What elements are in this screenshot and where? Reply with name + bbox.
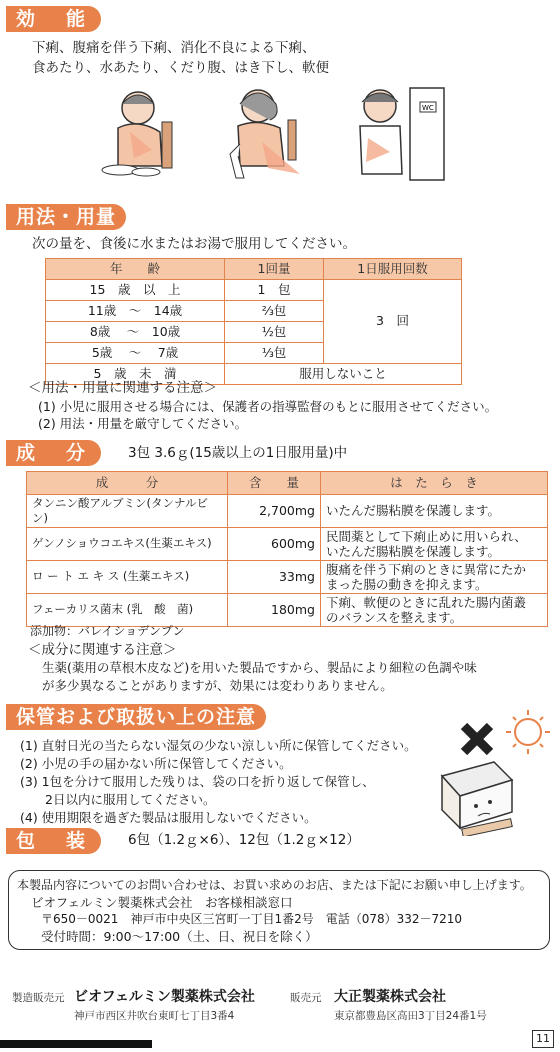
person-wc-illustration <box>360 88 444 180</box>
effect-header: は た ら き <box>321 472 548 495</box>
ingredient-amount: 33mg <box>228 560 321 593</box>
medicine-box-icon <box>442 762 512 836</box>
storage-item-2: (2) 小児の手の届かない所に保管してください。 <box>20 756 292 771</box>
ingredient-effect: 下痢、軟便のときに乱れた腸内菌叢 のバランスを整えます。 <box>321 593 548 626</box>
efficacy-line-2: 食あたり、水あたり、くだり腹、はき下し、軟便 <box>32 60 329 76</box>
storage-illustration <box>430 706 556 836</box>
age-header: 年 齢 <box>46 259 225 280</box>
storage-heading: 保管および取扱い上の注意 <box>6 704 266 730</box>
maker-label: 製造販売元 <box>12 992 65 1004</box>
ingredient-effect: 腹痛を伴う下痢のときに異常にたか まった腸の動きを抑えます。 <box>321 560 548 593</box>
dosage-table <box>45 258 462 385</box>
sun-icon <box>506 710 550 754</box>
additive-text: 添加物：バレイショデンプン <box>30 624 185 638</box>
maker-name: ビオフェルミン製薬株式会社 <box>74 989 255 1005</box>
ingredient-amount: 180mg <box>228 593 321 626</box>
amount-header: 含 量 <box>228 472 321 495</box>
efficacy-heading: 効 能 <box>6 6 101 32</box>
ingredient-header: 成 分 <box>27 472 228 495</box>
table-row <box>27 560 548 593</box>
ingredient-amount: 600mg <box>228 527 321 560</box>
times-cell: 3 回 <box>324 280 462 364</box>
symptom-illustrations <box>90 82 450 190</box>
dose-cell: ½包 <box>225 322 324 343</box>
dose-cell: ⅓包 <box>225 343 324 364</box>
seller-address: 東京都豊島区高田3丁目24番1号 <box>334 1010 487 1022</box>
ingredient-amount: 2,700mg <box>228 495 321 528</box>
wc-sign: WC <box>422 104 434 112</box>
seller-name: 大正製薬株式会社 <box>334 989 446 1005</box>
age-cell: 15 歳 以 上 <box>46 280 225 301</box>
person-eating-illustration <box>102 92 172 176</box>
storage-item-3: (3) 1包を分けて服用した残りは、袋の口を折り返して保管し、 <box>20 774 375 789</box>
dose-cell: 服用しないこと <box>225 364 462 385</box>
dosage-heading: 用法・用量 <box>6 204 126 230</box>
age-cell: 5歳 ～ 7歳 <box>46 343 225 364</box>
ingredient-effect: 民間薬として下痢止めに用いられ、 いたんだ腸粘膜を保護します。 <box>321 527 548 560</box>
ingredients-note-1: 生薬(薬用の草根木皮など)を用いた製品ですから、製品により細粒の色調や味 <box>42 660 477 675</box>
maker-address: 神戸市西区井吹台東町七丁目3番4 <box>74 1010 235 1022</box>
package-text: 6包（1.2ｇ×6）、12包（1.2ｇ×12） <box>128 832 360 848</box>
ingredients-note-title: ＜成分に関連する注意＞ <box>28 642 177 658</box>
dosage-note-title: ＜用法・用量に関連する注意＞ <box>28 380 217 396</box>
ingredients-note-2: が多少異なることがありますが、効果には変わりありません。 <box>42 678 393 693</box>
table-row <box>27 527 548 560</box>
contact-line-1: 本製品内容についてのお問い合わせは、お買い求めのお店、または下記にお願い申し上げます。 <box>17 878 532 892</box>
dose-header: 1回量 <box>225 259 324 280</box>
ingredients-heading: 成 分 <box>6 440 101 466</box>
efficacy-line-1: 下痢、腹痛を伴う下痢、消化不良による下痢、 <box>32 40 316 56</box>
age-cell: 11歳 ～ 14歳 <box>46 301 225 322</box>
dose-cell: ⅔包 <box>225 301 324 322</box>
ingredient-name: ロ ー ト エ キ ス (生薬エキス) <box>27 560 228 593</box>
storage-item-5: (4) 使用期限を過ぎた製品は服用しないでください。 <box>20 810 317 825</box>
table-row <box>27 495 548 528</box>
storage-item-4: 2日以内に服用してください。 <box>20 792 216 807</box>
ingredient-name: フェーカリス菌末 (乳 酸 菌) <box>27 593 228 626</box>
table-row <box>46 280 462 301</box>
contact-line-3: 〒650－0021 神戸市中央区三宮町一丁目1番2号 電話（078）332－7210 <box>41 912 463 926</box>
ingredient-name: ゲンノショウコエキス(生薬エキス) <box>27 527 228 560</box>
ingredient-effect: いたんだ腸粘膜を保護します。 <box>321 495 548 528</box>
package-heading: 包 装 <box>6 828 101 854</box>
table-header-row <box>46 259 462 280</box>
age-cell: 8歳 ～ 10歳 <box>46 322 225 343</box>
dosage-note-2: (2) 用法・用量を厳守してください。 <box>38 416 248 431</box>
times-header: 1日服用回数 <box>324 259 462 280</box>
seller-label: 販売元 <box>290 992 322 1004</box>
dosage-note-1: (1) 小児に服用させる場合には、保護者の指導監督のもとに服用させてください。 <box>38 399 498 414</box>
age-cell: 5 歳 未 満 <box>46 364 225 385</box>
ingredients-summary: 3包 3.6ｇ(15歳以上の1日服用量)中 <box>128 445 348 461</box>
dosage-intro: 次の量を、食後に水またはお湯で服用してください。 <box>32 236 356 252</box>
x-mark-icon <box>464 726 490 752</box>
ingredients-table <box>26 471 548 627</box>
storage-item-1: (1) 直射日光の当たらない湿気の少ない涼しい所に保管してください。 <box>20 738 417 753</box>
contact-line-4: 受付時間：9:00～17:00（土、日、祝日を除く） <box>41 929 318 944</box>
bottom-bar <box>0 1040 152 1048</box>
person-drinking-illustration <box>230 90 300 178</box>
dose-cell: 1 包 <box>225 280 324 301</box>
ingredient-name: タンニン酸アルブミン(タンナルビン) <box>27 495 228 528</box>
page-number: 11 <box>532 1030 554 1048</box>
contact-box <box>8 870 550 950</box>
table-header-row <box>27 472 548 495</box>
table-row <box>27 593 548 626</box>
contact-line-2: ビオフェルミン製薬株式会社 お客様相談窓口 <box>31 895 293 910</box>
